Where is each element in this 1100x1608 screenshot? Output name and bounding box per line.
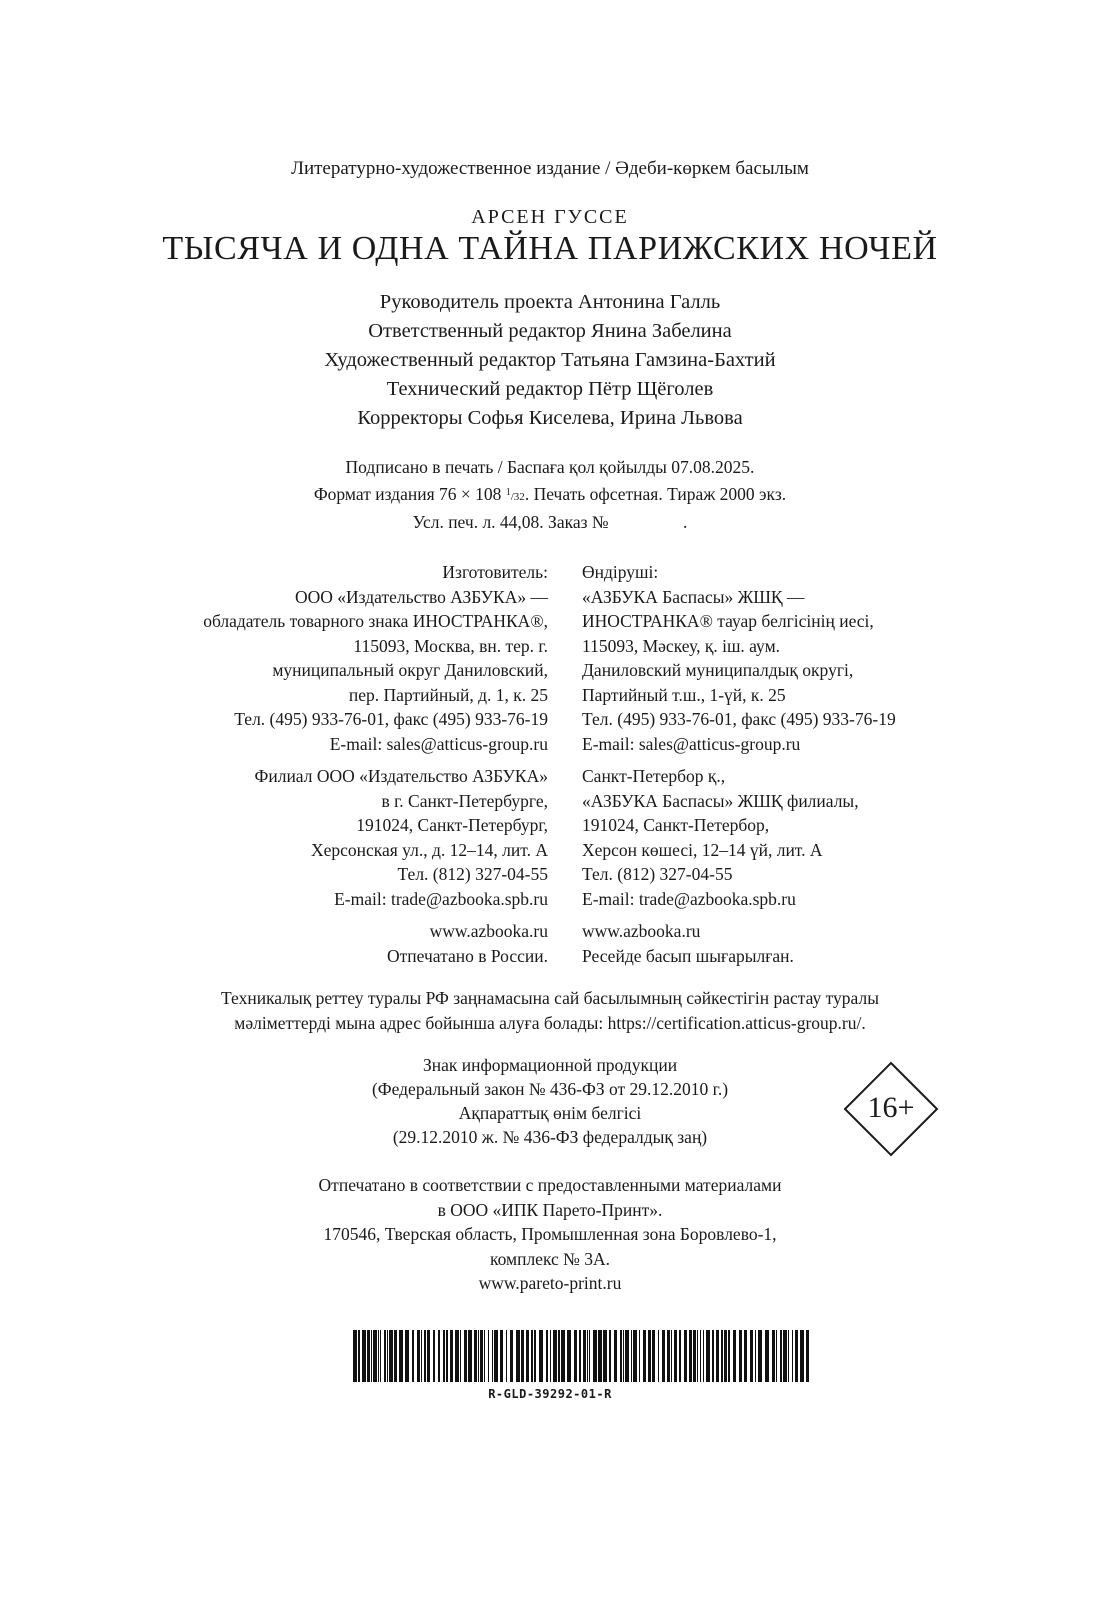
barcode-bar [689,1330,692,1382]
barcode-bar [671,1330,672,1382]
address-line: Изготовитель: [442,562,548,582]
barcode-bar [492,1330,493,1382]
barcode-bar [550,1330,551,1382]
barcode-bar [593,1330,597,1382]
sign-line: (Федеральный закон № 436-ФЗ от 29.12.2010 г.) [371,1079,729,1099]
address-line: E-mail: trade@azbooka.spb.ru [334,888,548,909]
barcode-bar [706,1330,710,1382]
barcode-bar [633,1330,637,1382]
barcode-bar [443,1330,445,1382]
printed-in: Отпечатано в России. [387,945,548,966]
age-rating-label: 16+ [867,1091,915,1124]
barcode-bar [433,1330,435,1382]
address-line: Даниловский муниципалдық округі, [582,660,854,680]
barcode-bar [658,1330,659,1382]
format-denominator: /32 [510,491,525,503]
barcode-bar [806,1330,809,1382]
barcode-bar [583,1330,586,1382]
credit-line: Ответственный редактор Янина Забелина [368,320,732,342]
barcode-bar [450,1330,453,1382]
barcode-bar [474,1330,477,1382]
barcode-bar [780,1330,782,1382]
barcode-bar [371,1330,372,1382]
address-line: Херсонская ул., д. 12–14, лит. А [310,839,548,860]
sign-line: Ақпараттық өнім белгісі [458,1103,642,1123]
barcode-bar [362,1330,366,1382]
barcode-bar [598,1330,602,1382]
sign-line: Знак информационной продукции [422,1055,678,1075]
barcode-bar [427,1330,430,1382]
barcode-bar [373,1330,377,1382]
barcode-bar [384,1330,386,1382]
address-line: Санкт-Петербор қ., [582,766,726,786]
barcode-bar [716,1330,719,1382]
barcode-bar [464,1330,467,1382]
address-line: Тел. (812) 327-04-55 [582,864,733,884]
barcode-bar [674,1330,677,1382]
signed-date: Подписано в печать / Баспаға қол қойылды 07.08.2025. [345,457,755,477]
address-line: Партийный т.ш., 1-үй, к. 25 [582,684,786,705]
address-line: ООО «Издательство АЗБУКА» — [294,586,548,607]
printer-line: 170546, Тверская область, Промышленная зона Боровлево-1, [323,1224,777,1244]
address-line: муниципальный округ Даниловский, [272,660,548,680]
printer-website: www.pareto-print.ru [478,1273,622,1293]
barcode-bar [534,1330,536,1382]
barcode-bar [539,1330,543,1382]
barcode-bar [389,1330,393,1382]
manufacturer-ru-branch [118,764,548,911]
barcode-bar [728,1330,730,1382]
manufacturer-ru-column [118,560,548,976]
barcode-bar [603,1330,607,1382]
barcode-bar [380,1330,381,1382]
manufacturer-kz-web [582,919,1012,968]
format-line [0,480,1100,510]
address-line: в г. Санкт-Петербурге, [381,790,548,811]
barcode-bar [531,1330,533,1382]
barcode-bar [783,1330,787,1382]
barcode-bar [494,1330,498,1382]
barcode-bar [788,1330,789,1382]
age-rating-mark [843,1061,939,1157]
edition-type: Литературно-художественное издание / Әдеби-көркем басылым [291,158,809,179]
address-line: Тел. (495) 933-76-01, факс (495) 933-76-19 [234,709,548,729]
printer-info [0,1173,1100,1296]
website: www.azbooka.ru [429,921,548,941]
barcode-bar [405,1330,409,1382]
printer-line: в ООО «ИПК Парето-Принт». [437,1199,663,1220]
sign-line: (29.12.2010 ж. № 436-ФЗ федералдық заң) [392,1127,708,1147]
barcode-bar [506,1330,507,1382]
barcode-bar [521,1330,524,1382]
barcode-bar [412,1330,414,1382]
barcode-bar [795,1330,798,1382]
tech-line: мәліметтерді мына адрес бойынша алуға болады: https://certification.atticus-group.ru/. [234,1013,866,1033]
barcode-bar [609,1330,611,1382]
address-line: Тел. (812) 327-04-55 [397,864,548,884]
barcode-bar [739,1330,742,1382]
barcode-bar [510,1330,513,1382]
address-line: ИНОСТРАНКА® тауар белгісінің иесі, [582,611,874,631]
barcode-bar [721,1330,723,1382]
address-line: 115093, Мәскеу, қ. іш. аум. [582,635,781,656]
manufacturer-kz-branch [582,764,1012,911]
barcode-icon [353,1330,813,1382]
barcode-bar [625,1330,629,1382]
author-name: АРСЕН ГУССЕ [471,206,629,228]
info-product-sign [300,1053,800,1149]
barcode-bar [755,1330,756,1382]
credits-list [0,288,1100,433]
sheets-order: Усл. печ. л. 44,08. Заказ № . [412,512,688,532]
barcode-bar [488,1330,489,1382]
manufacturer-ru-web [118,919,548,968]
barcode-bar [480,1330,483,1382]
printed-in: Ресейде басып шығарылған. [582,945,794,966]
barcode-bar [399,1330,403,1382]
address-line: Өндіруші: [582,562,659,582]
address-line: E-mail: sales@atticus-group.ru [582,733,801,754]
barcode-bar [648,1330,651,1382]
address-line: Херсон көшесі, 12–14 үй, лит. А [582,839,823,860]
barcode-bar [587,1330,588,1382]
barcode-bar [776,1330,777,1382]
website: www.azbooka.ru [582,921,701,941]
barcode-bar [394,1330,397,1382]
barcode-bar [579,1330,581,1382]
manufacturer-ru-main [118,560,548,756]
book-title: ТЫСЯЧА И ОДНА ТАЙНА ПАРИЖСКИХ НОЧЕЙ [162,230,938,267]
address-line: E-mail: sales@atticus-group.ru [329,733,548,754]
barcode-bar [378,1330,379,1382]
barcode-bar [693,1330,696,1382]
address-line: обладатель товарного знака ИНОСТРАНКА®, [203,611,548,631]
barcode-bar [750,1330,753,1382]
barcode-bar [367,1330,370,1382]
barcode-bar [424,1330,426,1382]
barcode-bar [353,1330,357,1382]
barcode-bar [460,1330,461,1382]
printer-line: Отпечатано в соответствии с предоставленными материалами [318,1175,782,1195]
barcode-bar [558,1330,560,1382]
format-suffix: . Печать офсетная. Тираж 2000 экз. [524,484,787,504]
credit-line: Художественный редактор Татьяна Гамзина-Бахтий [324,349,776,371]
barcode-bar [643,1330,646,1382]
barcode-bar [631,1330,632,1382]
barcode-bar [758,1330,762,1382]
barcode-bar [567,1330,571,1382]
barcode-bar [553,1330,557,1382]
format-fraction: 1 [505,487,511,498]
barcode-bar [546,1330,548,1382]
barcode-bar [500,1330,503,1382]
manufacturer-kz-column [582,560,1012,976]
barcode-bar [446,1330,448,1382]
barcode-bar [620,1330,622,1382]
barcode-bar [652,1330,655,1382]
barcode-bar [455,1330,459,1382]
credit-line: Руководитель проекта Антонина Галль [379,291,721,313]
barcode-bar [733,1330,736,1382]
barcode-bar [697,1330,698,1382]
address-line: 191024, Санкт-Петербор, [582,815,770,835]
barcode-bar [667,1330,670,1382]
address-line: Тел. (495) 933-76-01, факс (495) 933-76-19 [582,709,896,729]
address-line: Филиал ООО «Издательство АЗБУКА» [254,766,548,786]
barcode-bar [516,1330,520,1382]
barcode-bar [684,1330,687,1382]
address-line: 115093, Москва, вн. тер. г. [353,635,548,656]
barcode-bar [589,1330,590,1382]
format-prefix: Формат издания 76 × 108 [313,484,502,504]
address-line: E-mail: trade@azbooka.spb.ru [582,888,796,909]
barcode-bar [712,1330,714,1382]
barcode-bar [703,1330,704,1382]
tech-line: Техникалық реттеу туралы РФ заңнамасына сай басылымның сәйкестігін растау туралы [221,988,879,1008]
barcode-bar [800,1330,804,1382]
barcode-bar [468,1330,472,1382]
barcode-bar [387,1330,388,1382]
address-line: «АЗБУКА Баспасы» ЖШҚ — [582,586,805,607]
barcode-bar [639,1330,640,1382]
barcode-bar [421,1330,422,1382]
barcode-bar [358,1330,360,1382]
barcode-bar [574,1330,577,1382]
address-line: 191024, Санкт-Петербург, [356,815,548,835]
manufacturer-kz-main [582,560,1012,756]
barcode-bar [614,1330,617,1382]
barcode-bar [478,1330,479,1382]
barcode-bar [772,1330,775,1382]
barcode-code: R-GLD-39292-01-R [488,1387,612,1401]
address-line: «АЗБУКА Баспасы» ЖШҚ филиалы, [582,790,859,811]
barcode-bar [526,1330,529,1382]
barcode-bar [438,1330,440,1382]
barcode-bar [623,1330,624,1382]
print-info [0,455,1100,535]
barcode-bar [765,1330,769,1382]
printer-line: комплекс № 3А. [489,1248,610,1269]
credit-line: Технический редактор Пётр Щёголев [386,378,714,400]
barcode-bar [724,1330,727,1382]
barcode-bar [700,1330,701,1382]
tech-regulation [0,986,1100,1036]
barcode-bar [417,1330,420,1382]
barcode-bar [744,1330,747,1382]
credit-line: Корректоры Софья Киселева, Ирина Львова [357,407,743,429]
barcode-bar [792,1330,793,1382]
barcode-bar [561,1330,565,1382]
address-line: пер. Партийный, д. 1, к. 25 [348,684,548,705]
barcode-bar [662,1330,665,1382]
barcode-bar [679,1330,681,1382]
barcode-bar [484,1330,485,1382]
